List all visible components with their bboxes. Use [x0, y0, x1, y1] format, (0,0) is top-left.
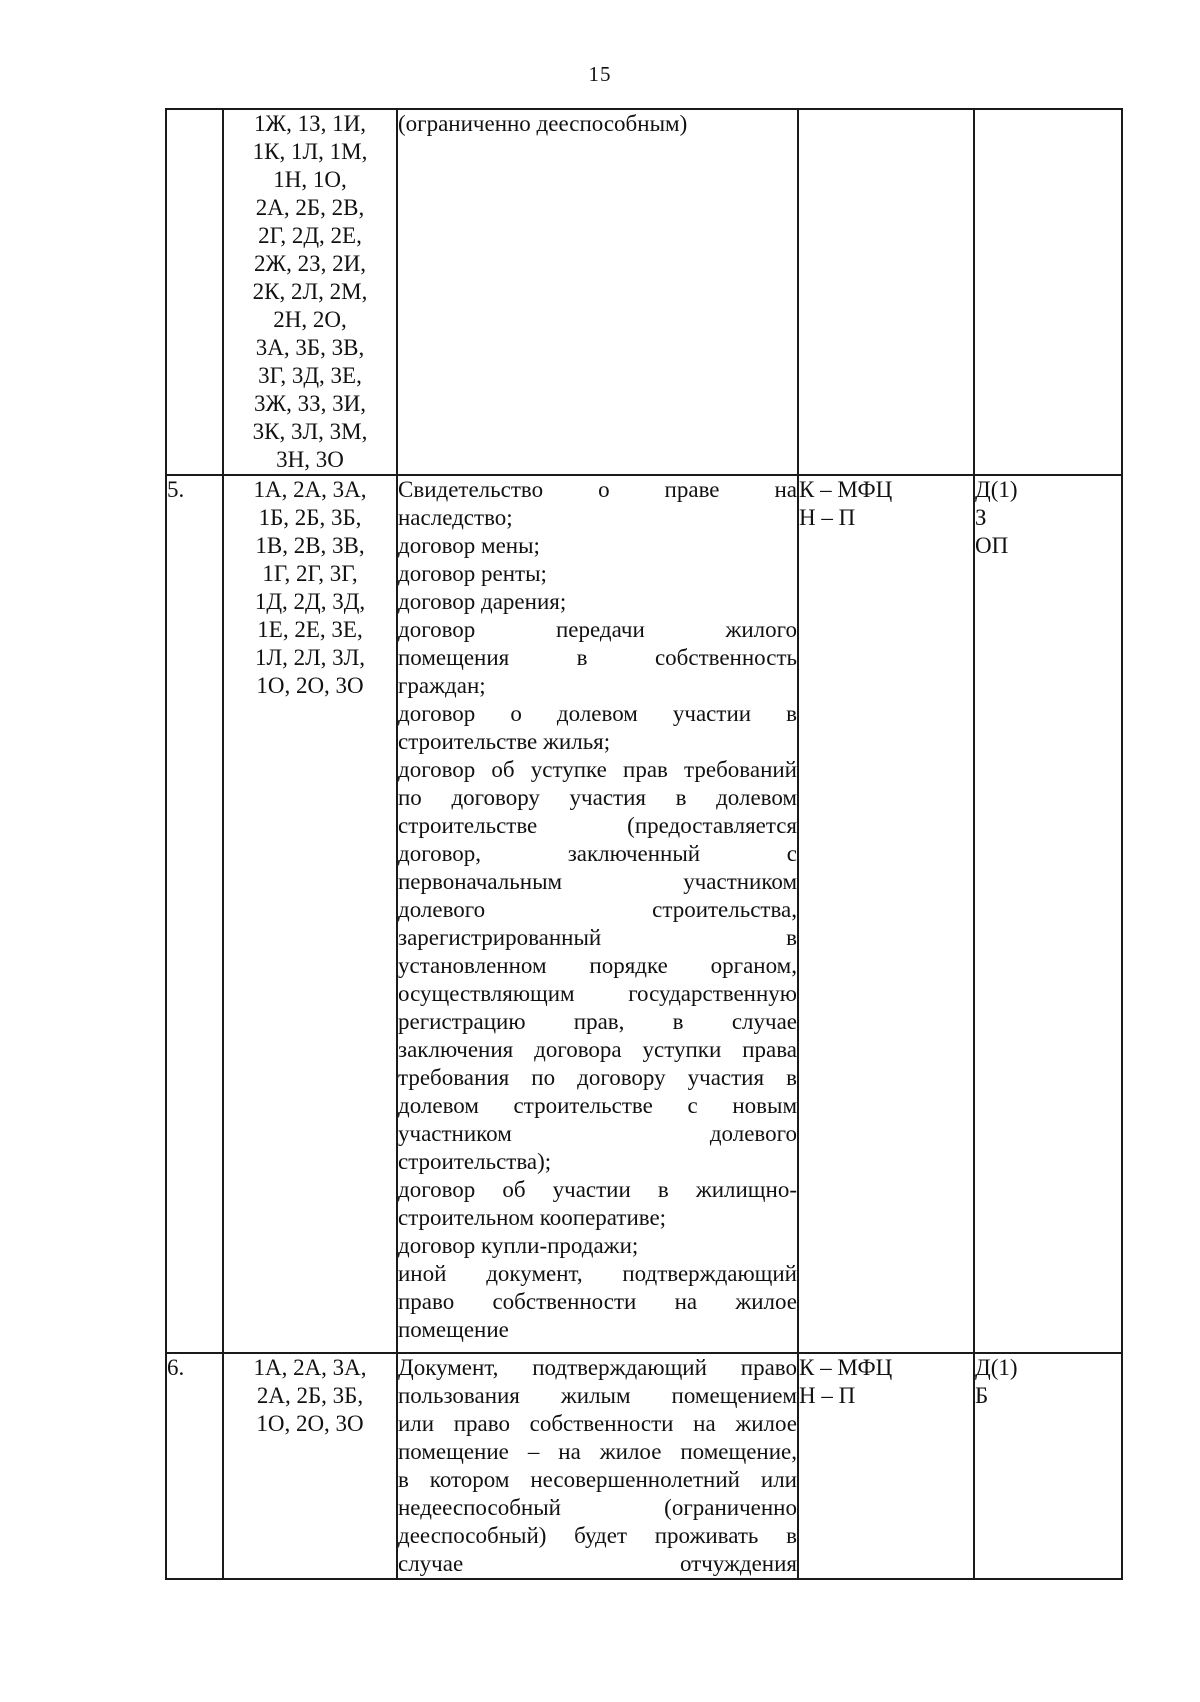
cell-line: (ограниченно дееспособным) [398, 111, 688, 136]
cell-line: К – МФЦ [799, 1355, 893, 1380]
cell-line: первоначальным участником [398, 869, 797, 894]
cell-line: 1В, 2В, 3В, [255, 533, 365, 558]
cell-line: регистрацию прав, в случае [398, 1009, 797, 1034]
table-row [166, 1353, 1122, 1579]
cell-line: 2Г, 2Д, 2Е, [258, 223, 362, 248]
cell-line: строительстве (предоставляется [398, 813, 797, 838]
cell-line: 2К, 2Л, 2М, [252, 279, 368, 304]
cell-line: договор мены; [398, 533, 540, 558]
cell-line: строительстве жилья; [398, 729, 611, 754]
row-number-cell [166, 1353, 223, 1579]
cell-line: пользования жилым помещением [398, 1383, 797, 1408]
cell-line: 2Ж, 2З, 2И, [254, 251, 366, 276]
page-number: 15 [588, 62, 612, 86]
cell-line: договор об участии в жилищно- [398, 1177, 797, 1202]
cell-line: договор дарения; [398, 589, 567, 614]
cell-line: 1Ж, 1З, 1И, [254, 111, 366, 136]
cell-line: или право собственности на жилое [398, 1411, 797, 1436]
row-number-cell [166, 109, 223, 475]
cell-line: 3Г, 3Д, 3Е, [258, 363, 362, 388]
row-number-cell [166, 475, 223, 1353]
cell-line: 2А, 2Б, 2В, [255, 195, 365, 220]
row-number: 6. [167, 1355, 185, 1380]
cell-line: 3А, 3Б, 3В, [255, 335, 365, 360]
cell-line: граждан; [398, 673, 486, 698]
cell-line: наследство; [398, 505, 513, 530]
document-table [165, 108, 1123, 1580]
cell-line: Свидетельство о праве на [398, 477, 797, 502]
cell-line: ОП [975, 533, 1009, 558]
cell-line: договор об уступке прав требований [398, 757, 797, 782]
category-codes-cell [223, 109, 397, 475]
document-description-cell [397, 475, 798, 1353]
table-row [166, 475, 1122, 1353]
cell-line: требования по договору участия в [398, 1065, 797, 1090]
document-description-cell [397, 109, 798, 475]
cell-line: строительном кооперативе; [398, 1205, 667, 1230]
cell-line: Н – П [799, 1383, 856, 1408]
cell-line: 2А, 2Б, 3Б, [256, 1383, 364, 1408]
cell-line: дееспособный) будет проживать в [398, 1523, 797, 1548]
cell-line: 1А, 2А, 3А, [253, 477, 367, 502]
cell-line: помещения в собственность [398, 645, 797, 670]
cell-line: заключения договора уступки права [398, 1037, 797, 1062]
document-description-cell [397, 1353, 798, 1579]
row-number: 5. [167, 477, 185, 502]
cell-line: право собственности на жилое [398, 1289, 797, 1314]
cell-line: 3Н, 3О [276, 447, 344, 472]
cell-line: помещение – на жилое помещение, [398, 1439, 797, 1464]
responsible-party-cell [798, 109, 974, 475]
cell-line: Б [975, 1383, 989, 1408]
cell-line: установленном порядке органом, [398, 953, 797, 978]
cell-line: 1Д, 2Д, 3Д, [254, 589, 366, 614]
document-form-cell [974, 1353, 1122, 1579]
cell-line: случае отчуждения [398, 1551, 797, 1576]
cell-line: 1Е, 2Е, 3Е, [257, 617, 363, 642]
cell-line: 1О, 2О, 3О [256, 1411, 364, 1436]
cell-line: договор купли-продажи; [398, 1233, 639, 1258]
cell-line: Д(1) [975, 1355, 1018, 1380]
cell-line: 1А, 2А, 3А, [253, 1355, 367, 1380]
cell-line: в котором несовершеннолетний или [398, 1467, 797, 1492]
cell-line: 1Г, 2Г, 3Г, [262, 561, 358, 586]
cell-line: 1Л, 2Л, 3Л, [254, 645, 366, 670]
cell-line: долевого строительства, [398, 897, 797, 922]
cell-line: К – МФЦ [799, 477, 893, 502]
cell-line: 1К, 1Л, 1М, [252, 139, 368, 164]
cell-line: долевом строительстве с новым [398, 1093, 797, 1118]
cell-line: зарегистрированный в [398, 925, 797, 950]
cell-line: участником долевого [398, 1121, 797, 1146]
cell-line: договор ренты; [398, 561, 547, 586]
cell-line: 2Н, 2О, [273, 307, 347, 332]
cell-line: 1О, 2О, 3О [256, 673, 364, 698]
responsible-party-cell [798, 1353, 974, 1579]
cell-line: З [975, 505, 987, 530]
cell-line: договор передачи жилого [398, 617, 797, 642]
category-codes-cell [223, 1353, 397, 1579]
table-row [166, 109, 1122, 475]
cell-line: строительства); [398, 1149, 552, 1174]
cell-line: иной документ, подтверждающий [398, 1261, 797, 1286]
cell-line: по договору участия в долевом [398, 785, 797, 810]
cell-line: недееспособный (ограниченно [398, 1495, 797, 1520]
document-form-cell [974, 475, 1122, 1353]
cell-line: 3К, 3Л, 3М, [252, 419, 368, 444]
cell-line: договор о долевом участии в [398, 701, 797, 726]
cell-line: Документ, подтверждающий право [398, 1355, 797, 1380]
responsible-party-cell [798, 475, 974, 1353]
cell-line: 3Ж, 3З, 3И, [254, 391, 366, 416]
cell-line: 1Б, 2Б, 3Б, [258, 505, 362, 530]
category-codes-cell [223, 475, 397, 1353]
document-form-cell [974, 109, 1122, 475]
cell-line: договор, заключенный с [398, 841, 797, 866]
cell-line: помещение [398, 1317, 509, 1342]
cell-line: 1Н, 1О, [273, 167, 347, 192]
cell-line: осуществляющим государственную [398, 981, 797, 1006]
cell-line: Н – П [799, 505, 856, 530]
cell-line: Д(1) [975, 477, 1018, 502]
